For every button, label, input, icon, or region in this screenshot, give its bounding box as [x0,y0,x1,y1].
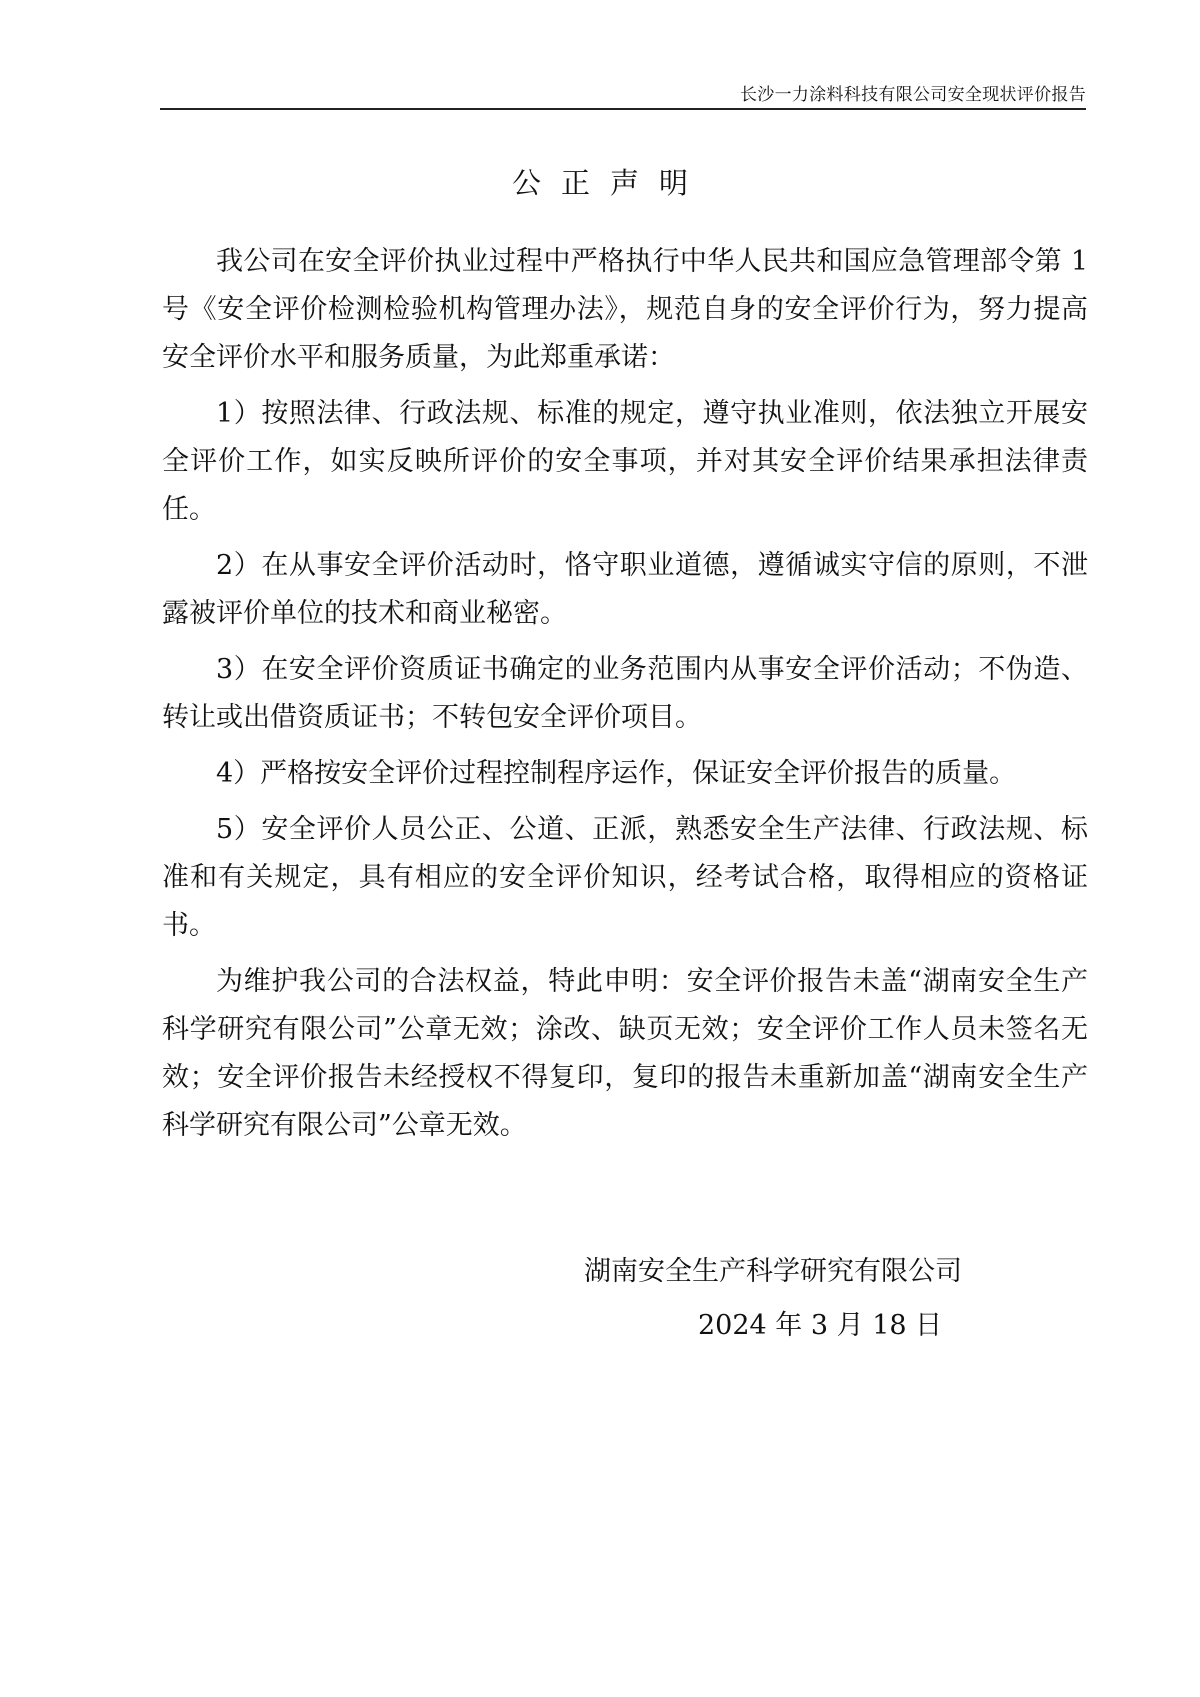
intro-paragraph: 我公司在安全评价执业过程中严格执行中华人民共和国应急管理部令第 1 号《安全评价检测检验机构管理办法》，规范自身的安全评价行为，努力提高安全评价水平和服务质量，为此郑重承诺： [162,246,1088,373]
header-divider [160,108,1086,110]
report-header-title: 长沙一力涂料科技有限公司安全现状评价报告 [740,85,1086,105]
commitment-item-5: 5）安全评价人员公正、公道、正派，熟悉安全生产法律、行政法规、标准和有关规定，具有相应的安全评价知识，经考试合格，取得相应的资格证书。 [162,814,1088,941]
signature-company: 湖南安全生产科学研究有限公司 [584,1256,962,1287]
commitment-item-3: 3）在安全评价资质证书确定的业务范围内从事安全评价活动；不伪造、转让或出借资质证书；不转包安全评价项目。 [162,654,1088,733]
rights-statement-paragraph: 为维护我公司的合法权益，特此申明：安全评价报告未盖“湖南安全生产科学研究有限公司”公章无效；涂改、缺页无效；安全评价工作人员未签名无效；安全评价报告未经授权不得复印，复印的报告未重新加盖“湖南安全生产科学研究有限公司”公章无效。 [162,966,1088,1141]
commitment-item-2: 2）在从事安全评价活动时，恪守职业道德，遵循诚实守信的原则，不泄露被评价单位的技术和商业秘密。 [162,550,1088,629]
commitment-item-1: 1）按照法律、行政法规、标准的规定，遵守执业准则，依法独立开展安全评价工作，如实反映所评价的安全事项，并对其安全评价结果承担法律责任。 [162,398,1088,525]
commitment-item-4: 4）严格按安全评价过程控制程序运作，保证安全评价报告的质量。 [216,758,1017,789]
document-body [162,238,1088,1158]
signature-date: 2024 年 3 月 18 日 [698,1310,943,1341]
document-title: 公正声明 [511,166,708,200]
